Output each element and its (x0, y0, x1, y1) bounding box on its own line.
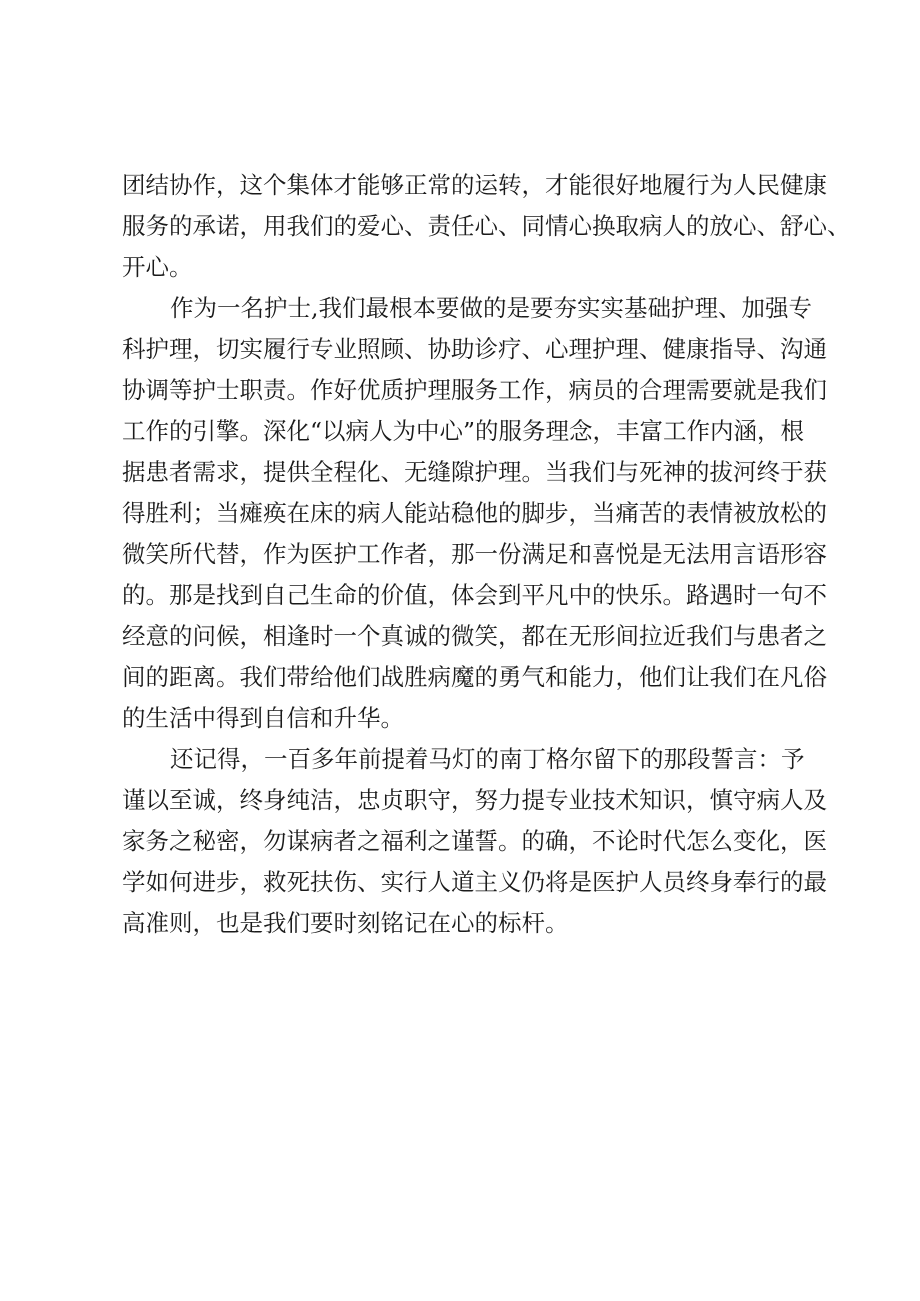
paragraph-first-line: 还记得，一百多年前提着马灯的南丁格尔留下的那段誓言：予 (170, 745, 805, 773)
text-line: 开心。 (122, 253, 193, 281)
text-line: 得胜利；当瘫痪在床的病人能站稳他的脚步，当痛苦的表情被放松的 (122, 499, 827, 527)
text-line: 学如何进步，救死扶伤、实行人道主义仍将是医护人员终身奉行的最 (122, 868, 827, 896)
paragraph-first-line: 作为一名护士,我们最根本要做的是要夯实实基础护理、加强专 (170, 294, 812, 322)
text-line: 协调等护士职责。作好优质护理服务工作，病员的合理需要就是我们 (122, 376, 827, 404)
body-text (122, 165, 851, 944)
text-line: 微笑所代替，作为医护工作者，那一份满足和喜悦是无法用言语形容 (122, 540, 827, 568)
text-line: 的生活中得到自信和升华。 (122, 704, 404, 732)
text-line: 家务之秘密，勿谋病者之福利之谨誓。的确，不论时代怎么变化，医 (122, 827, 827, 855)
text-line: 经意的问候，相逢时一个真诚的微笑，都在无形间拉近我们与患者之 (122, 622, 827, 650)
text-line: 据患者需求，提供全程化、无缝隙护理。当我们与死神的拔河终于获 (122, 458, 827, 486)
text-line: 工作的引擎。深化“以病人为中心”的服务理念，丰富工作内涵，根 (122, 417, 805, 445)
text-line: 服务的承诺，用我们的爱心、责任心、同情心换取病人的放心、舒心、 (122, 212, 851, 240)
text-line: 的。那是找到自己生命的价值，体会到平凡中的快乐。路遇时一句不 (122, 581, 827, 609)
text-line: 谨以至诚，终身纯洁，忠贞职守，努力提专业技术知识，慎守病人及 (122, 786, 827, 814)
text-line: 团结协作，这个集体才能够正常的运转，才能很好地履行为人民健康 (122, 171, 827, 199)
text-line: 间的距离。我们带给他们战胜病魔的勇气和能力，他们让我们在凡俗 (122, 663, 827, 691)
text-line: 高准则，也是我们要时刻铭记在心的标杆。 (122, 909, 569, 937)
text-line: 科护理，切实履行专业照顾、协助诊疗、心理护理、健康指导、沟通 (122, 335, 827, 363)
